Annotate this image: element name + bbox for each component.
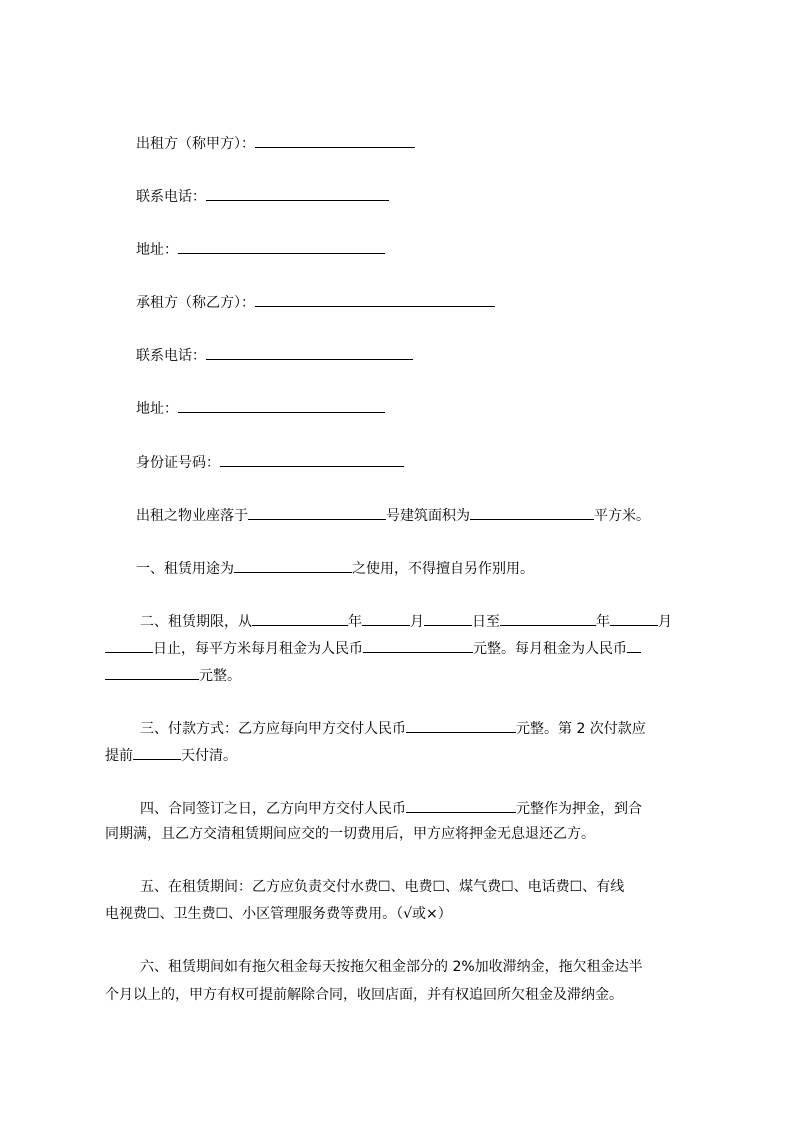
clause2-line1 — [140, 611, 672, 629]
clause2-monthly-rent-blank-start[interactable] — [627, 638, 641, 653]
lessee-address-label: 地址： — [136, 401, 178, 417]
clause2-text-7: 日止，每平方米每月租金为人民币 — [153, 641, 363, 657]
clause3-text-3: 提前 — [105, 748, 133, 764]
id-number-line — [136, 452, 404, 470]
property-line — [136, 505, 650, 523]
clause4-line1 — [140, 798, 642, 816]
clause1-text-1: 一、租赁用途为 — [136, 561, 234, 577]
lessee-address-line — [136, 398, 385, 416]
clause2-rent-per-sqm-blank[interactable] — [363, 638, 473, 653]
property-area-blank[interactable] — [470, 505, 594, 520]
lessee-phone-line — [136, 345, 413, 363]
lessor-phone-line — [136, 186, 389, 204]
property-text-1: 出租之物业座落于 — [136, 508, 248, 524]
clause1-usage-blank[interactable] — [234, 558, 352, 573]
id-number-label: 身份证号码： — [136, 455, 220, 471]
property-text-2: 号建筑面积为 — [386, 508, 470, 524]
clause3-text-1: 三、付款方式：乙方应每向甲方交付人民币 — [140, 721, 406, 737]
clause2-text-2: 年 — [348, 614, 362, 630]
lessee-phone-label: 联系电话： — [136, 348, 206, 364]
clause3-amount-blank[interactable] — [406, 718, 516, 733]
clause2-text-6: 月 — [658, 614, 672, 630]
id-number-blank[interactable] — [220, 452, 404, 467]
clause2-start-month-blank[interactable] — [362, 611, 410, 626]
clause6-text-2: 个月以上的，甲方有权可提前解除合同，收回店面，并有权追回所欠租金及滞纳金。 — [105, 987, 623, 1003]
clause1-text-2: 之使用，不得擅自另作别用。 — [352, 561, 534, 577]
clause5-line1 — [140, 878, 624, 896]
lessor-line — [136, 133, 415, 151]
lessor-phone-blank[interactable] — [206, 186, 389, 201]
clause2-text-8: 元整。每月租金为人民币 — [473, 641, 627, 657]
clause2-end-day-blank[interactable] — [105, 638, 153, 653]
property-address-blank[interactable] — [248, 505, 386, 520]
clause2-start-year-blank[interactable] — [252, 611, 348, 626]
clause2-line3 — [105, 665, 241, 683]
clause2-text-5: 年 — [596, 614, 610, 630]
clause2-text-1: 二、租赁期限，从 — [140, 614, 252, 630]
clause3-line1 — [140, 718, 646, 736]
clause5-line2 — [105, 905, 452, 923]
clause2-text-3: 月 — [410, 614, 424, 630]
lessee-blank[interactable] — [255, 292, 495, 307]
lessee-address-blank[interactable] — [178, 398, 385, 413]
clause2-text-9: 元整。 — [199, 668, 241, 684]
clause4-deposit-blank[interactable] — [406, 798, 516, 813]
clause3-days-blank[interactable] — [133, 745, 181, 760]
clause4-line2 — [105, 825, 595, 843]
clause3-text-4: 天付清。 — [181, 748, 237, 764]
lessor-label: 出租方（称甲方）： — [136, 136, 255, 152]
clause1-line — [136, 558, 534, 576]
clause2-end-year-blank[interactable] — [500, 611, 596, 626]
lessor-phone-label: 联系电话： — [136, 189, 206, 205]
lessor-address-label: 地址： — [136, 242, 178, 258]
clause4-text-2: 元整作为押金，到合 — [516, 801, 642, 817]
clause2-monthly-rent-blank[interactable] — [105, 665, 199, 680]
clause3-text-2: 元整。第 2 次付款应 — [516, 721, 646, 737]
property-text-3: 平方米。 — [594, 508, 650, 524]
lessor-blank[interactable] — [255, 133, 415, 148]
lessor-address-line — [136, 239, 385, 257]
clause6-line1 — [140, 958, 643, 976]
lessee-phone-blank[interactable] — [206, 345, 413, 360]
clause3-line2 — [105, 745, 237, 763]
clause6-line2 — [105, 986, 623, 1004]
clause6-text-1: 六、租赁期间如有拖欠租金每天按拖欠租金部分的 2%加收滞纳金，拖欠租金达半 — [140, 959, 643, 975]
lessor-address-blank[interactable] — [178, 239, 385, 254]
clause2-line2 — [105, 638, 641, 656]
clause4-text-3: 同期满，且乙方交清租赁期间应交的一切费用后，甲方应将押金无息退还乙方。 — [105, 826, 595, 842]
clause5-text-2: 电视费☐、卫生费☐、小区管理服务费等费用。（√或×） — [105, 906, 452, 922]
clause4-text-1: 四、合同签订之日，乙方向甲方交付人民币 — [140, 801, 406, 817]
clause2-text-4: 日至 — [472, 614, 500, 630]
clause5-text-1: 五、在租赁期间：乙方应负责交付水费☐、电费☐、煤气费☐、电话费☐、有线 — [140, 879, 625, 895]
clause2-start-day-blank[interactable] — [424, 611, 472, 626]
lessee-label: 承租方（称乙方）： — [136, 295, 255, 311]
lessee-line — [136, 292, 495, 310]
clause2-end-month-blank[interactable] — [610, 611, 658, 626]
